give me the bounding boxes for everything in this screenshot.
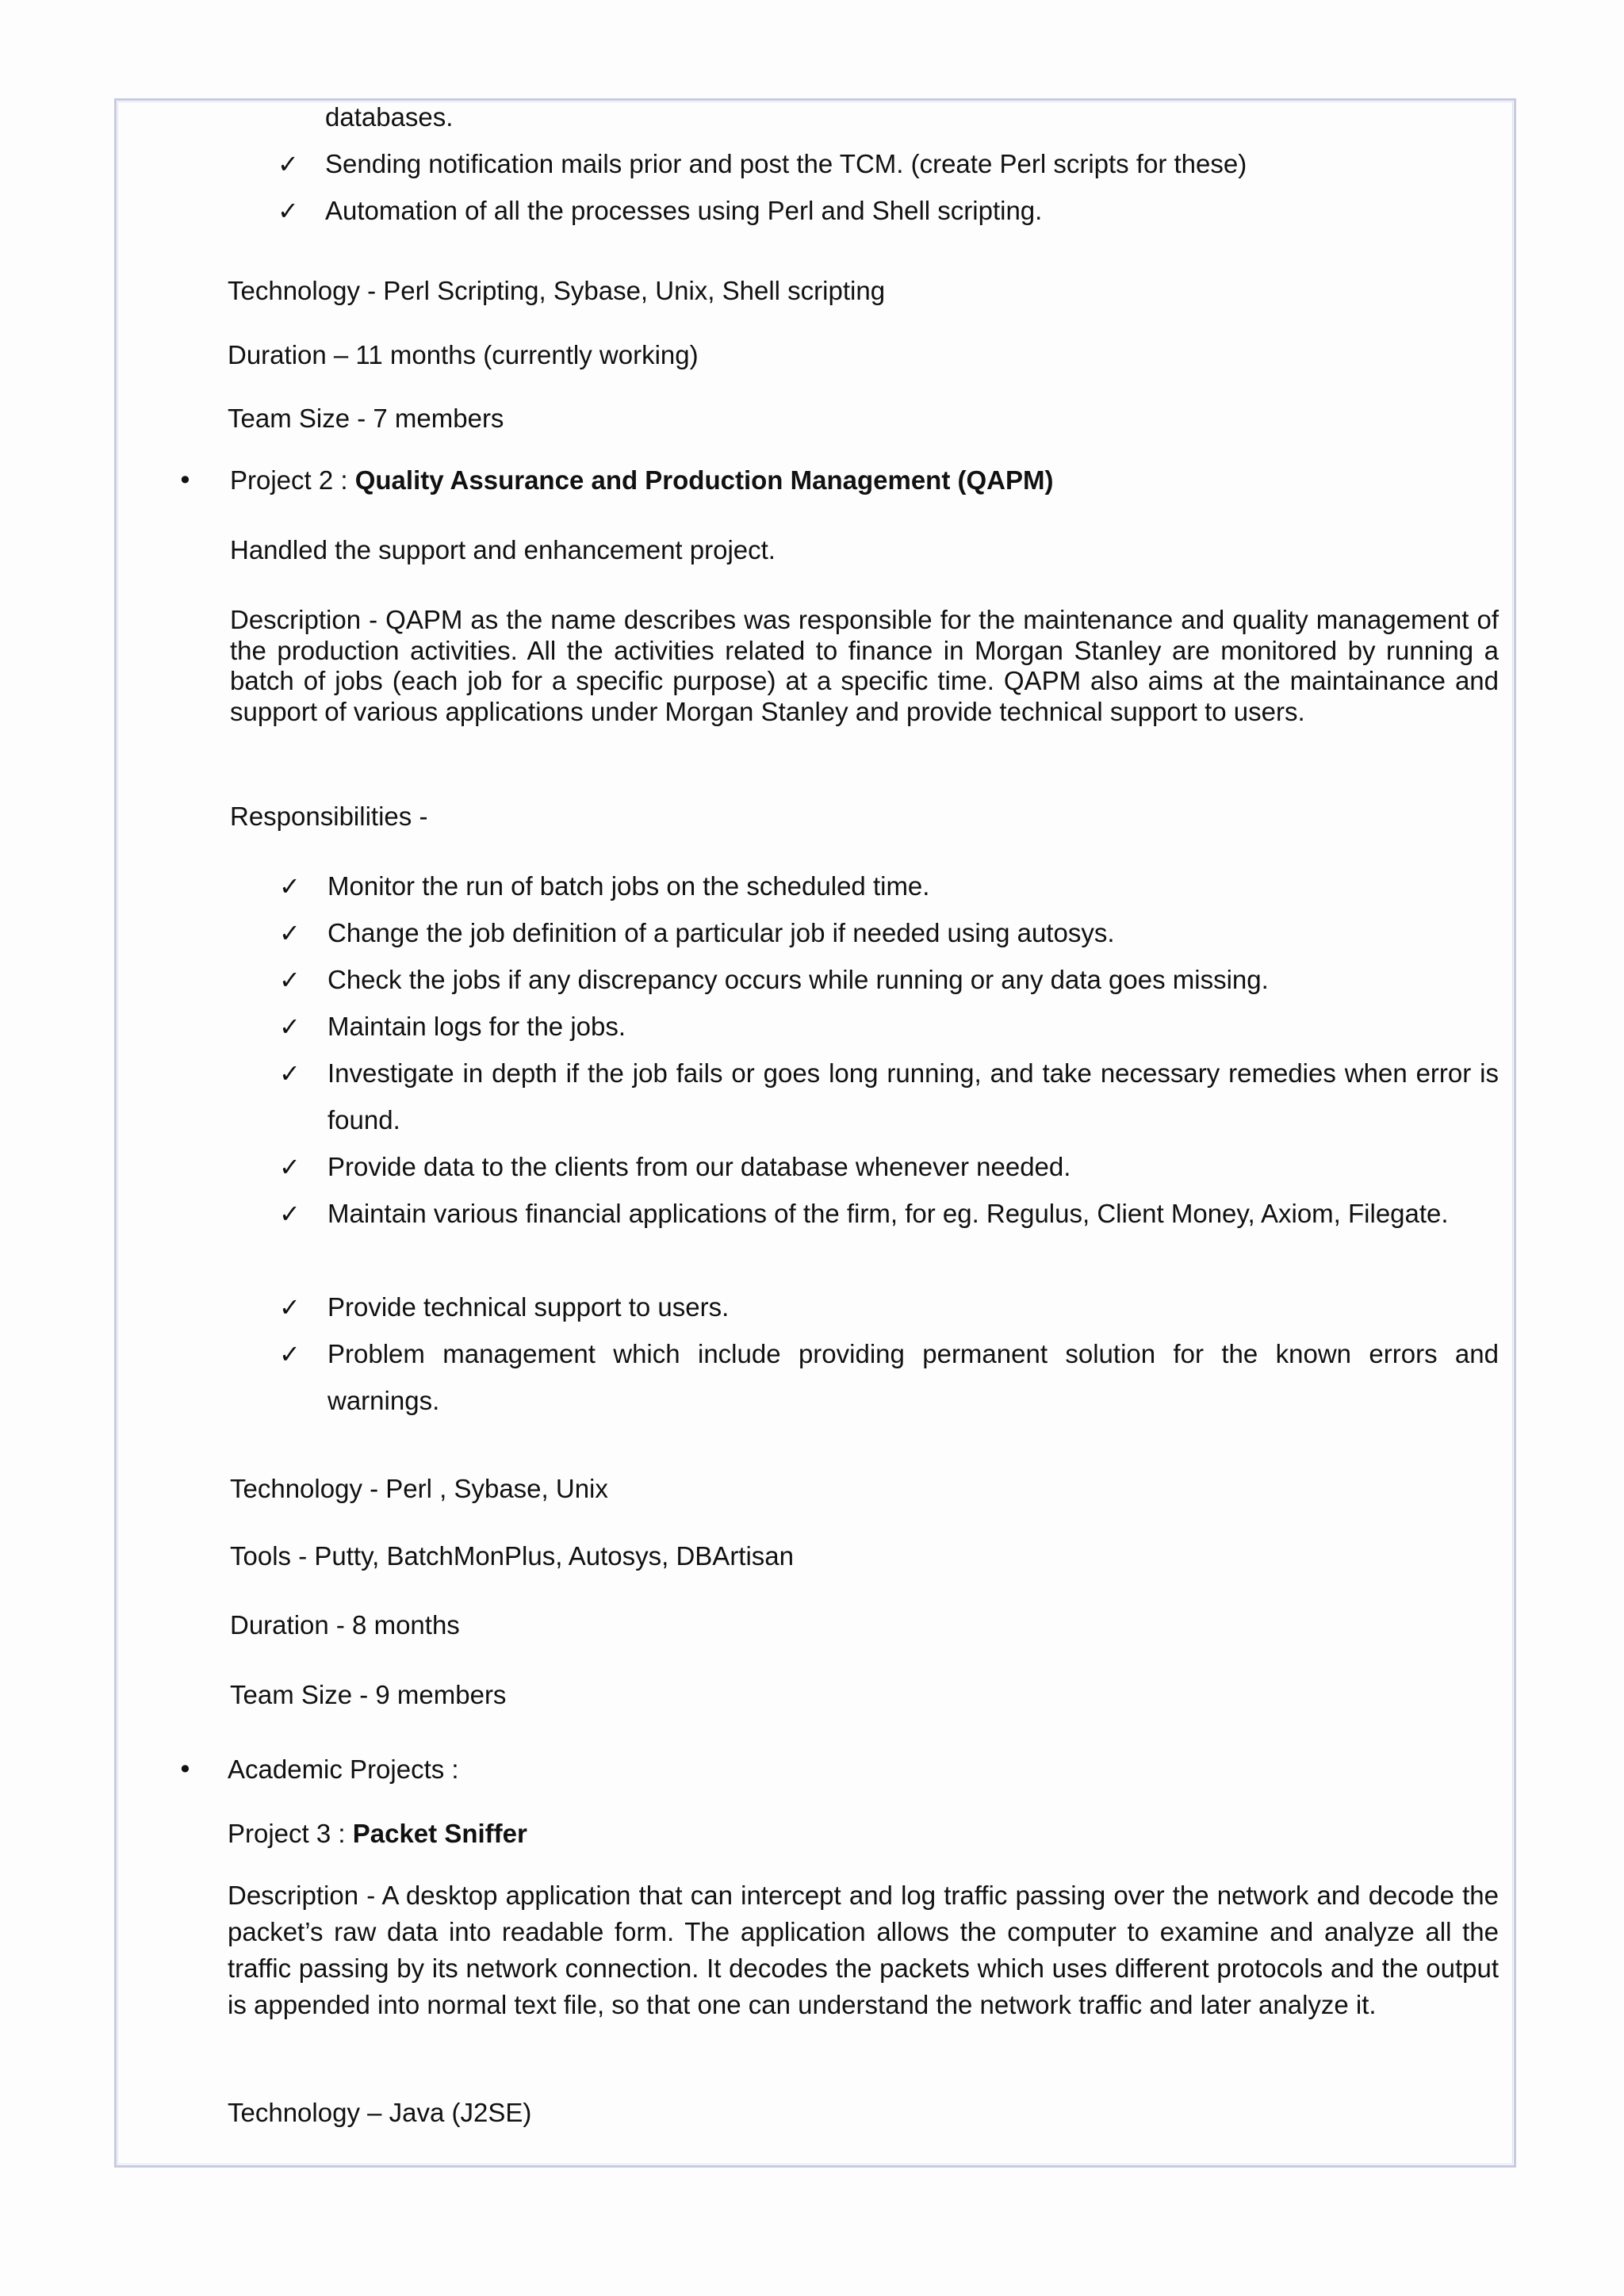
project3-heading [228,1818,527,1850]
check-icon: ✓ [279,1339,301,1369]
check-icon: ✓ [278,196,299,226]
list-item: Sending notification mails prior and post the TCM. (create Perl scripts for these) [325,149,1247,178]
project1-duration: Duration – 11 months (currently working) [228,340,699,369]
bullet-icon: • [178,465,193,496]
check-icon: ✓ [279,1292,301,1322]
list-item: Problem management which include providing permanent solution for the known errors and warnings. [327,1339,1499,1415]
check-icon: ✓ [279,1152,301,1182]
list-item: Change the job definition of a particular job if needed using autosys. [327,918,1115,947]
project3-title: Packet Sniffer [352,1819,527,1848]
project2-heading [230,465,1053,496]
project3-prefix: Project 3 : [228,1819,353,1848]
check-icon: ✓ [279,1199,301,1229]
project2-technology: Technology - Perl , Sybase, Unix [230,1474,608,1503]
list-item: Maintain various financial applications of the firm, for eg. Regulus, Client Money, Axiom, Filegate. [327,1199,1449,1228]
project2-description: Description - QAPM as the name describes was responsible for the maintenance and quality management of the production activities. All the activities related to finance in Morgan Stanley are monitored by running a batch of jobs (each job for a specific purpose) at a specific time. QAPM also aims at the maintainance and support of various applications under Morgan Stanley and provide technical support to users. [230,605,1499,726]
check-icon: ✓ [279,871,301,901]
list-item: Monitor the run of batch jobs on the scheduled time. [327,871,930,901]
project2-title: Quality Assurance and Production Management (QAPM) [354,465,1054,495]
project2-duration: Duration - 8 months [230,1610,460,1640]
continued-text: databases. [325,102,454,132]
bullet-icon: • [178,1755,193,1785]
project3-technology: Technology – Java (J2SE) [228,2098,532,2127]
responsibilities-label: Responsibilities - [230,802,428,831]
project2-tools: Tools - Putty, BatchMonPlus, Autosys, DBArtisan [230,1541,795,1571]
list-item: Automation of all the processes using Perl and Shell scripting. [325,196,1043,225]
list-item: Provide technical support to users. [327,1292,730,1322]
project3-description: Description - A desktop application that can intercept and log traffic passing over the network and decode the packet’s raw data into readable form. The application allows the computer to examine and analyze all the traffic passing by its network connection. It decodes the packets which uses different protocols and the output is appended into normal text file, so that one can understand the network traffic and later analyze it. [228,1881,1499,2019]
project1-team-size: Team Size - 7 members [228,404,504,433]
check-icon: ✓ [279,965,301,995]
check-icon: ✓ [279,918,301,948]
project1-technology: Technology - Perl Scripting, Sybase, Unix, Shell scripting [228,276,886,305]
project2-summary: Handled the support and enhancement project. [230,535,776,564]
project2-prefix: Project 2 : [230,465,355,495]
list-item: Check the jobs if any discrepancy occurs while running or any data goes missing. [327,965,1269,994]
check-icon: ✓ [279,1012,301,1042]
list-item: Investigate in depth if the job fails or goes long running, and take necessary remedies when error is found. [327,1058,1499,1135]
check-icon: ✓ [279,1058,301,1089]
list-item: Maintain logs for the jobs. [327,1012,626,1041]
academic-heading: Academic Projects : [228,1755,459,1784]
check-icon: ✓ [278,149,299,179]
project2-team-size: Team Size - 9 members [230,1680,507,1709]
list-item: Provide data to the clients from our database whenever needed. [327,1152,1071,1181]
